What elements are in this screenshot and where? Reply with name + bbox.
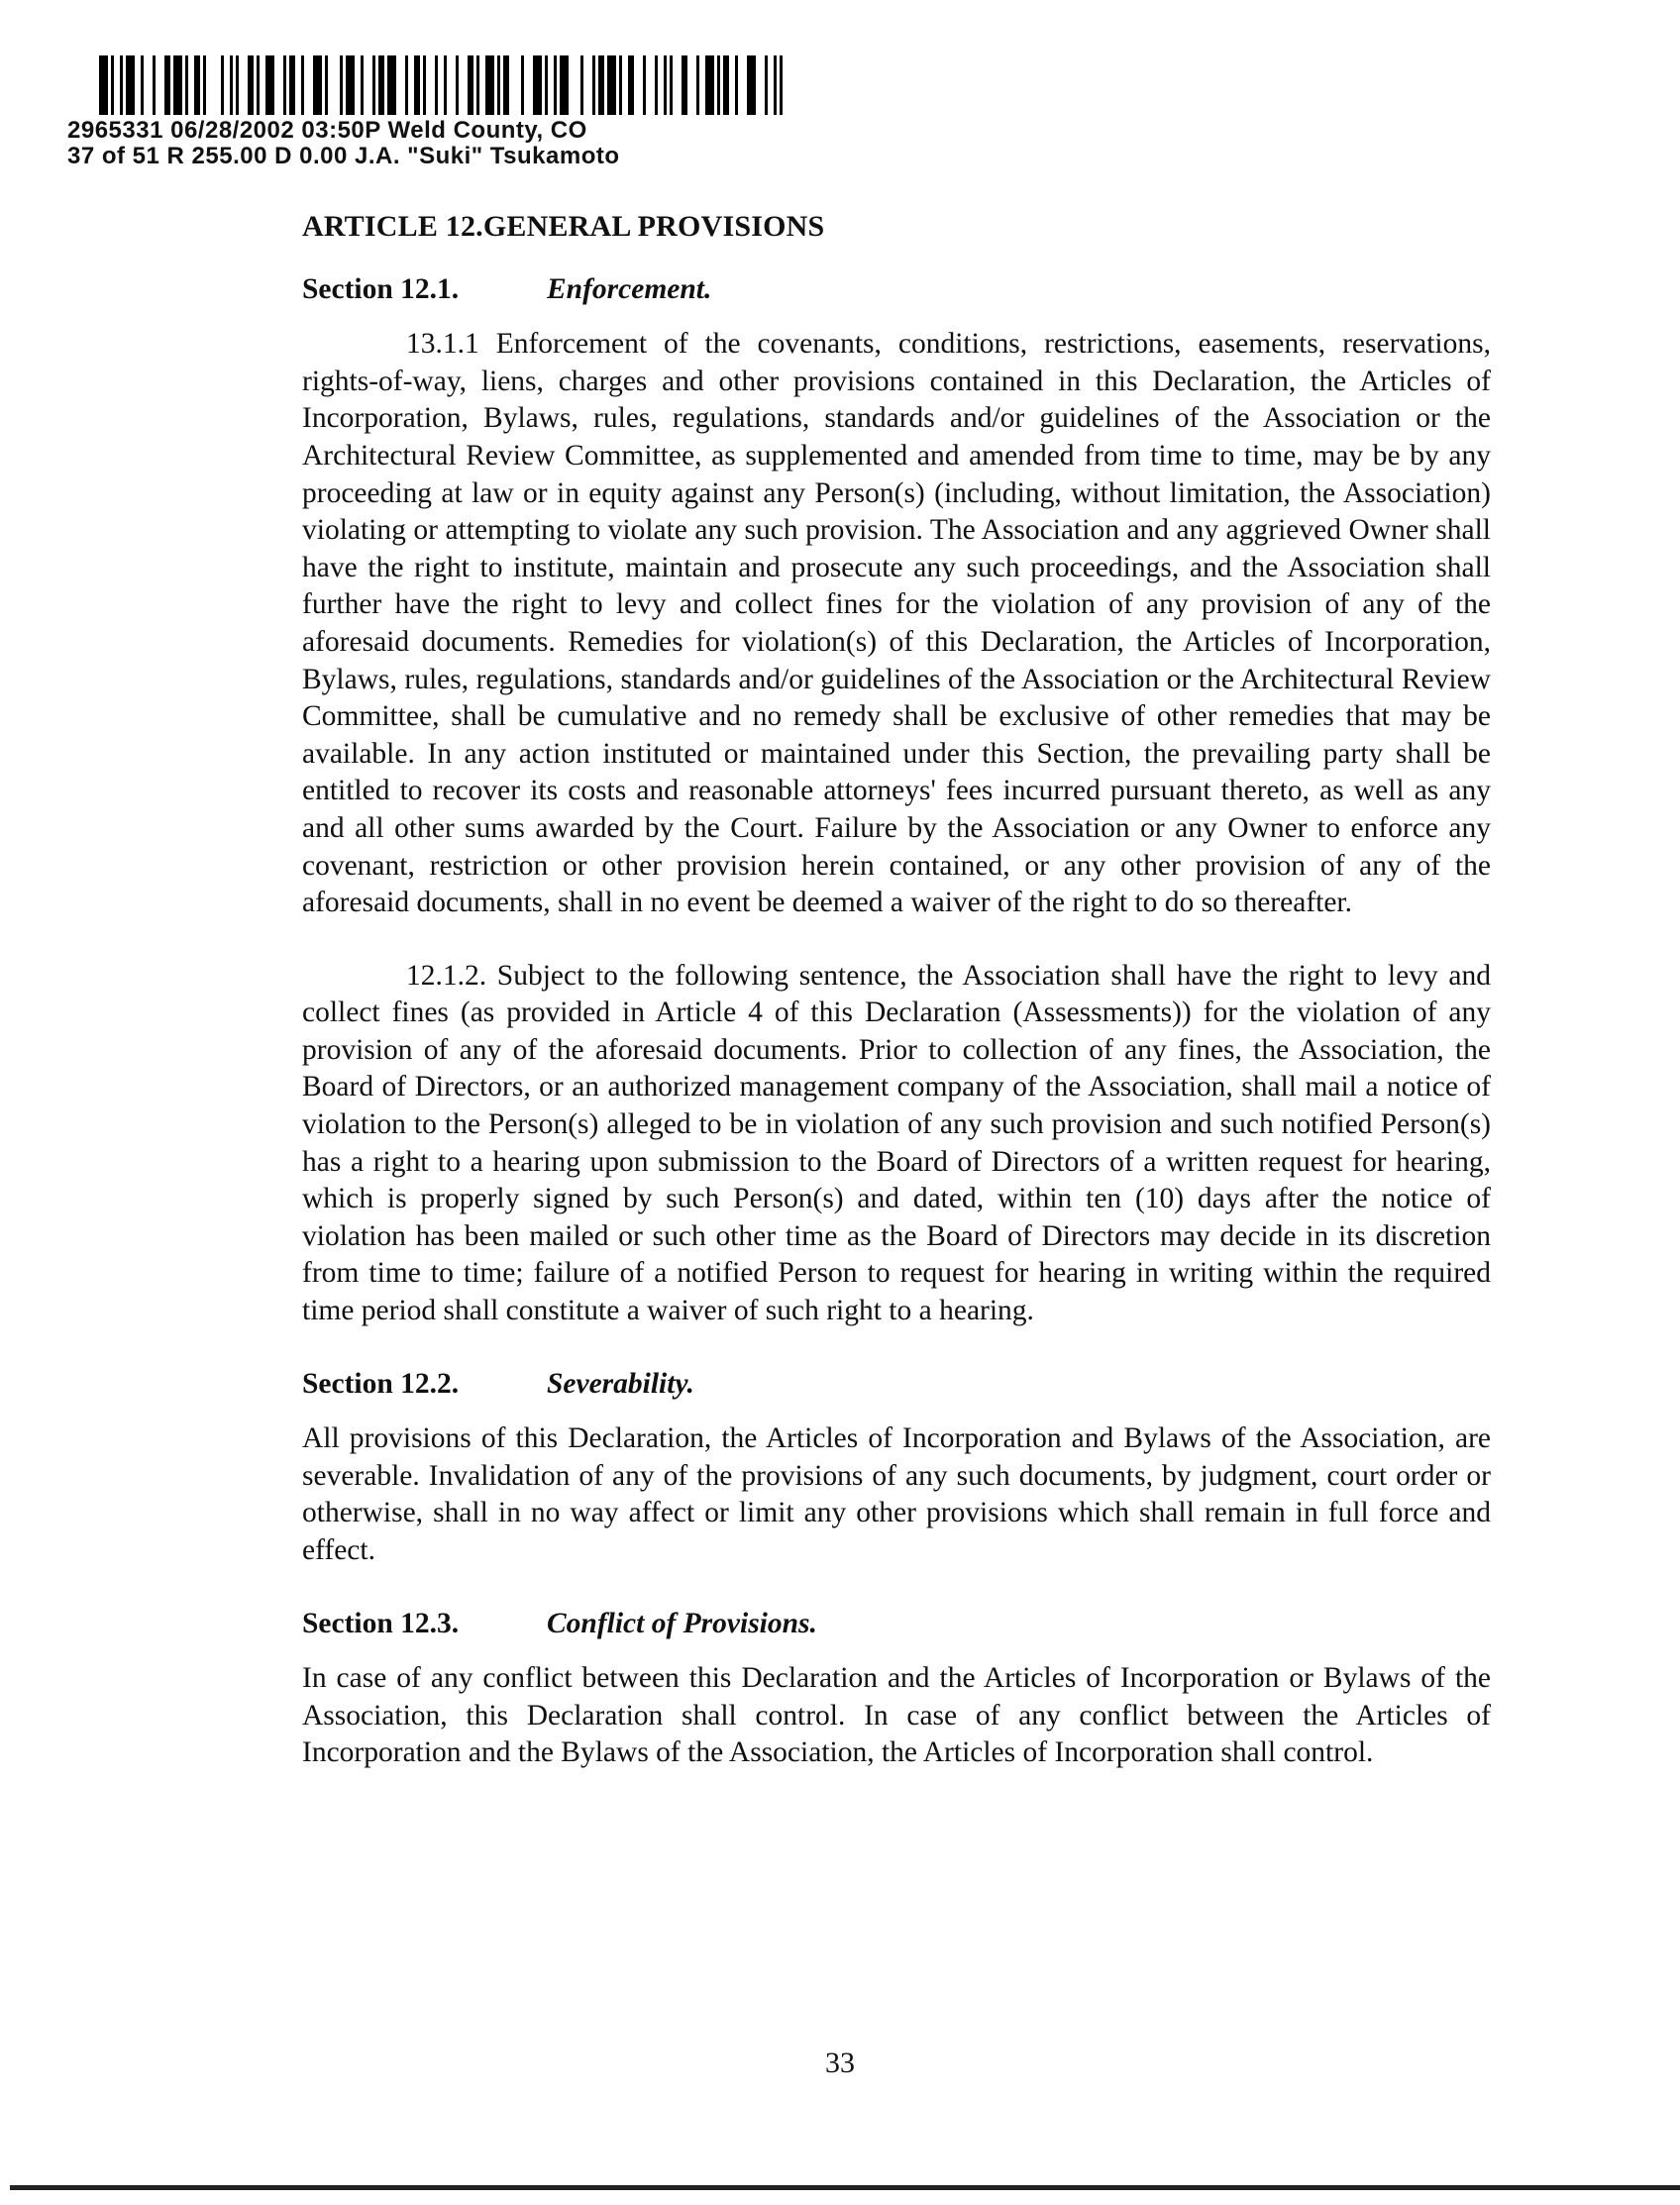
paragraph-conflict: In case of any conflict between this Declaration and the Articles of Incorporation or Bylaws of the Association, this Declaration shall control. In case of any conflict between the Articles of Incorporation and the Bylaws of the Association, the Articles of Incorporation shall control. xyxy=(302,1662,1491,1769)
recording-info-line-1: 2965331 06/28/2002 03:50P Weld County, CO xyxy=(67,117,587,144)
page-bottom-rule xyxy=(10,2185,1680,2190)
document-body xyxy=(302,208,1491,1772)
paragraph-severability: All provisions of this Declaration, the Articles of Incorporation and Bylaws of the Association, are severable. Invalidation of any of the provisions of any such documents, by judgment, court order or otherwise, shall in no way affect or limit any other provisions which shall remain in full force and effect. xyxy=(302,1422,1491,1566)
section-title: Enforcement. xyxy=(547,272,712,305)
section-title: Conflict of Provisions. xyxy=(547,1607,817,1639)
section-title: Severability. xyxy=(547,1367,694,1400)
article-title: ARTICLE 12.GENERAL PROVISIONS xyxy=(302,210,825,243)
recording-barcode xyxy=(99,55,783,115)
recording-info-line-2: 37 of 51 R 255.00 D 0.00 J.A. "Suki" Tsukamoto xyxy=(67,143,620,169)
section-number: Section 12.3. xyxy=(302,1607,460,1639)
section-heading-12-2 xyxy=(302,1366,1491,1404)
paragraph-12-1-2: 12.1.2. Subject to the following sentence, the Association shall have the right to levy and collect fines (as provided in Article 4 of this Declaration (Assessments)) for the violation of any provision of any of the aforesaid documents. Prior to collection of any fines, the Association, the Board of Directors, or an authorized management company of the Association, shall mail a notice of violation to the Person(s) alleged to be in violation of any such provision and such notified Person(s) has a right to a hearing upon submission to the Board of Directors of a written request for hearing, which is properly signed by such Person(s) and dated, within ten (10) days after the notice of violation has been mailed or such other time as the Board of Directors may decide in its discretion from time to time; failure of a notified Person to request for hearing in writing within the required time period shall constitute a waiver of such right to a hearing. xyxy=(302,959,1491,1327)
paragraph-13-1-1: 13.1.1 Enforcement of the covenants, conditions, restrictions, easements, reservations, rights-of-way, liens, charges and other provisions contained in this Declaration, the Articles of Incorporation, Bylaws, rules, regulations, standards and/or guidelines of the Association or the Architectural Review Committee, as supplemented and amended from time to time, may be by any proceeding at law or in equity against any Person(s) (including, without limitation, the Association) violating or attempting to violate any such provision. The Association and any aggrieved Owner shall have the right to institute, maintain and prosecute any such proceedings, and the Association shall further have the right to levy and collect fines for the violation of any provision of any of the aforesaid documents. Remedies for violation(s) of this Declaration, the Articles of Incorporation, Bylaws, rules, regulations, standards and/or guidelines of the Association or the Architectural Review Committee, shall be cumulative and no remedy shall be exclusive of other remedies that may be available. In any action instituted or maintained under this Section, the prevailing party shall be entitled to recover its costs and reasonable attorneys' fees incurred pursuant thereto, as well as any and all other sums awarded by the Court. Failure by the Association or any Owner to enforce any covenant, restriction or other provision herein contained, or any other provision of any of the aforesaid documents, shall in no event be deemed a waiver of the right to do so thereafter. xyxy=(302,328,1491,919)
section-number: Section 12.1. xyxy=(302,272,460,305)
section-heading-12-1 xyxy=(302,271,1491,309)
section-heading-12-3 xyxy=(302,1606,1491,1643)
section-number: Section 12.2. xyxy=(302,1367,460,1400)
page-number: 33 xyxy=(825,2047,855,2079)
